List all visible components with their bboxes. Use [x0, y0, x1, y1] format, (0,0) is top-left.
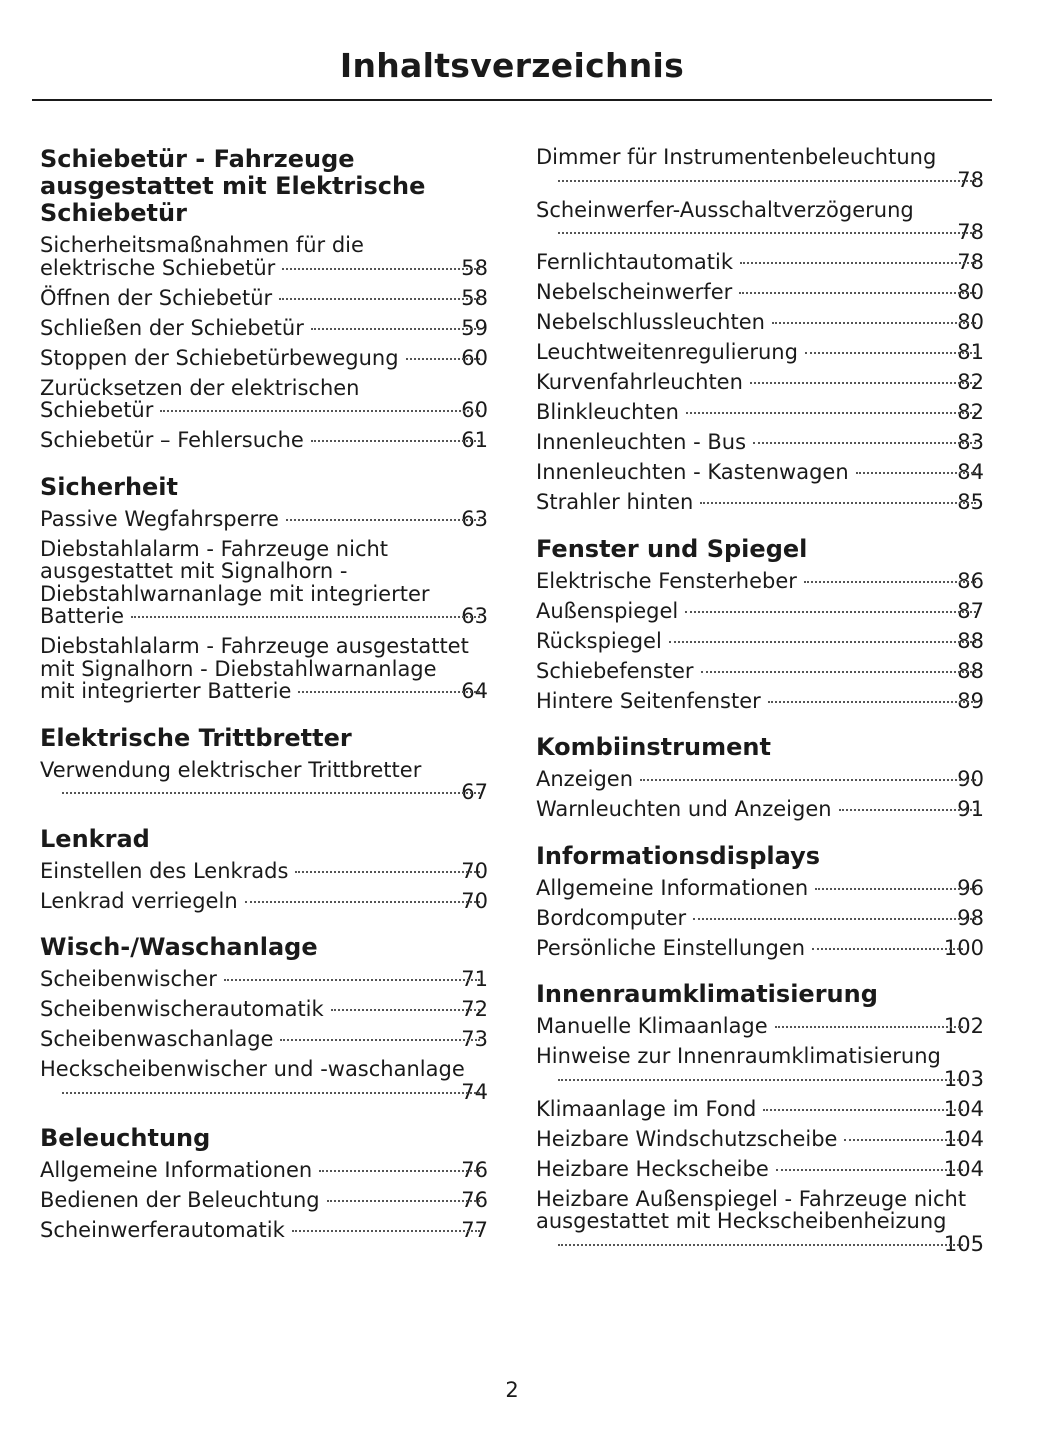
toc-page-number: 70 — [461, 888, 488, 913]
toc-entry[interactable] — [536, 660, 984, 683]
toc-entry-row — [536, 340, 984, 364]
toc-entry-label: Warnleuchten und Anzeigen — [536, 797, 832, 821]
toc-page-number: 91 — [957, 797, 984, 821]
toc-page-number: 84 — [957, 460, 984, 484]
toc-entry-row — [536, 430, 984, 454]
page-title: Inhaltsverzeichnis — [339, 46, 685, 85]
toc-page-number: 58 — [461, 285, 488, 310]
toc-entry-text-line: Zurücksetzen der elektrischen — [40, 375, 360, 400]
toc-entry[interactable] — [40, 968, 488, 991]
toc-page-number: 73 — [461, 1027, 488, 1051]
toc-entry-row — [536, 250, 984, 274]
toc-entry-row — [40, 679, 488, 703]
toc-entry-label: Heizbare Windschutzscheibe — [536, 1126, 838, 1151]
toc-section — [40, 725, 488, 804]
dot-leader — [62, 1092, 480, 1094]
toc-left-column — [40, 146, 488, 1249]
dot-leader — [812, 948, 963, 950]
toc-entry-text-line: mit Signalhorn - Diebstahlwarnanlage — [40, 656, 437, 681]
dot-leader — [740, 262, 976, 264]
toc-page-number: 72 — [461, 997, 488, 1021]
toc-entry-row — [536, 688, 984, 713]
toc-entry-row — [536, 1156, 984, 1181]
dot-leader — [245, 901, 481, 903]
toc-page-number: 76 — [461, 1188, 488, 1212]
section-heading-line: Schiebetür — [40, 199, 187, 227]
toc-entry-row — [536, 310, 984, 334]
toc-entry[interactable] — [40, 538, 488, 628]
toc-page-number: 80 — [957, 280, 984, 304]
toc-entry[interactable] — [536, 1045, 984, 1090]
toc-section — [536, 981, 984, 1255]
toc-page-number: 86 — [957, 568, 984, 593]
dot-leader — [331, 1009, 481, 1011]
section-heading — [536, 843, 984, 870]
toc-section — [536, 843, 984, 960]
toc-entry[interactable] — [536, 877, 984, 900]
section-heading-line: ausgestattet mit Elektrische — [40, 172, 426, 200]
toc-entry-label: Nebelscheinwerfer — [536, 280, 733, 304]
toc-entry-row — [536, 905, 984, 930]
toc-entry-label: Außenspiegel — [536, 598, 679, 623]
toc-entry-text-line: Hinweise zur Innenraumklimatisierung — [536, 1044, 941, 1068]
dot-leader — [739, 292, 976, 294]
dot-leader — [311, 328, 480, 330]
dot-leader — [686, 412, 976, 414]
toc-page-number: 83 — [957, 430, 984, 454]
toc-entry[interactable] — [536, 199, 984, 244]
toc-page-number: 78 — [957, 167, 984, 192]
toc-entry-label: Rückspiegel — [536, 628, 662, 653]
toc-page-number: 78 — [957, 250, 984, 274]
toc-page-number: 71 — [461, 967, 488, 991]
toc-page-number: 105 — [943, 1231, 984, 1256]
section-heading-line: Fenster und Spiegel — [536, 534, 808, 563]
section-heading-line: Wisch-/Waschanlage — [40, 933, 318, 961]
toc-section — [40, 826, 488, 913]
dot-leader — [776, 1169, 963, 1171]
toc-entry-label: Blinkleuchten — [536, 400, 679, 424]
dot-leader — [700, 502, 976, 504]
toc-entry-row — [40, 428, 488, 452]
page-number: 2 — [505, 1378, 519, 1402]
toc-entry-text-line: Sicherheitsmaßnahmen für die — [40, 233, 364, 257]
toc-entry-label: Schiebetür – Fehlersuche — [40, 428, 304, 452]
toc-section — [40, 146, 488, 452]
toc-entry-label: Einstellen des Lenkrads — [40, 858, 289, 883]
toc-entry-row — [40, 398, 488, 422]
toc-entry-row — [536, 658, 984, 683]
dot-leader — [311, 440, 480, 442]
dot-leader — [62, 792, 480, 794]
toc-entry-label: Heizbare Heckscheibe — [536, 1156, 769, 1181]
toc-section — [40, 934, 488, 1103]
toc-entry-label: Elektrische Fensterheber — [536, 568, 797, 593]
toc-page-number: 59 — [461, 315, 488, 340]
toc-entry-text-line: Diebstahlwarnanlage mit integrierter — [40, 581, 430, 606]
toc-page-number: 100 — [943, 935, 984, 960]
toc-entry-row — [40, 255, 488, 280]
toc-entry-text-line: Scheinwerfer-Ausschaltverzögerung — [536, 197, 914, 222]
dot-leader — [753, 442, 976, 444]
toc-entry-label: mit integrierter Batterie — [40, 679, 292, 703]
toc-entry-label: Scheibenwischer — [40, 967, 217, 991]
toc-page-number: 85 — [957, 490, 984, 514]
toc-entry-text-line: Heckscheibenwischer und -waschanlage — [40, 1057, 465, 1081]
toc-entry-row — [40, 315, 488, 340]
dot-leader — [298, 691, 480, 693]
toc-entry-row — [40, 1188, 488, 1212]
toc-page-number: 88 — [957, 658, 984, 683]
toc-section — [536, 734, 984, 821]
toc-entry-label: Persönliche Einstellungen — [536, 935, 806, 960]
toc-entry-row — [536, 280, 984, 304]
toc-right-column — [536, 146, 984, 1263]
toc-entry-row — [536, 1014, 984, 1038]
dot-leader — [406, 358, 481, 360]
toc-entry-row — [536, 598, 984, 623]
dot-leader — [292, 1230, 481, 1232]
toc-page-number: 63 — [461, 604, 488, 628]
toc-section — [536, 536, 984, 713]
toc-page-number: 88 — [957, 628, 984, 653]
dot-leader — [279, 298, 480, 300]
toc-entry[interactable] — [536, 281, 984, 304]
toc-entry-row — [558, 1068, 984, 1091]
toc-entry[interactable] — [536, 1015, 984, 1038]
section-heading-line: Informationsdisplays — [536, 841, 821, 870]
toc-page-number: 104 — [943, 1096, 984, 1121]
toc-page-number: 81 — [957, 340, 984, 364]
toc-entry[interactable] — [536, 630, 984, 653]
dot-leader — [669, 641, 976, 643]
toc-page-number: 60 — [461, 345, 488, 370]
toc-entry[interactable] — [536, 431, 984, 454]
section-heading-line: Innenraumklimatisierung — [536, 980, 878, 1008]
toc-entry[interactable] — [536, 311, 984, 334]
toc-entry[interactable] — [40, 508, 488, 531]
dot-leader — [558, 180, 976, 182]
toc-entry[interactable] — [40, 1219, 488, 1242]
toc-entry-row — [558, 169, 984, 192]
toc-entry[interactable] — [40, 429, 488, 452]
toc-entry-text-line: Diebstahlalarm - Fahrzeuge ausgestattet — [40, 634, 469, 658]
section-heading — [40, 146, 488, 227]
toc-entry-row — [40, 506, 488, 531]
toc-entry-text-line: Dimmer für Instrumentenbeleuchtung — [536, 145, 937, 169]
toc-entry-row — [62, 781, 488, 804]
toc-entry-row — [40, 1027, 488, 1051]
section-heading — [536, 734, 984, 761]
toc-entry[interactable] — [40, 1159, 488, 1182]
section-heading-line: Beleuchtung — [40, 1124, 211, 1152]
toc-section — [40, 1125, 488, 1242]
section-heading — [40, 934, 488, 961]
toc-page-number: 58 — [461, 255, 488, 280]
section-heading — [536, 536, 984, 563]
toc-entry[interactable] — [536, 570, 984, 593]
toc-page-number: 104 — [943, 1156, 984, 1181]
toc-entry[interactable] — [40, 860, 488, 883]
dot-leader — [327, 1200, 481, 1202]
section-heading — [536, 981, 984, 1008]
toc-entry-label: Batterie — [40, 604, 125, 628]
toc-entry-label: Stoppen der Schiebetürbewegung — [40, 345, 399, 370]
toc-entry-label: Bedienen der Beleuchtung — [40, 1188, 320, 1212]
toc-entry-label: Allgemeine Informationen — [40, 1158, 313, 1182]
toc-entry-label: Klimaanlage im Fond — [536, 1096, 757, 1121]
dot-leader — [558, 1079, 963, 1081]
toc-entry[interactable] — [40, 635, 488, 703]
dot-leader — [295, 871, 480, 873]
toc-entry-row — [536, 568, 984, 593]
toc-entry[interactable] — [40, 1058, 488, 1103]
toc-entry-label: Schiebetür — [40, 398, 154, 422]
toc-entry[interactable] — [40, 234, 488, 279]
toc-entry-label: Fernlichtautomatik — [536, 250, 733, 274]
toc-entry-row — [536, 797, 984, 821]
toc-page-number: 89 — [957, 688, 984, 713]
toc-page-number: 60 — [461, 398, 488, 422]
toc-entry-text-line: ausgestattet mit Heckscheibenheizung — [536, 1209, 947, 1233]
toc-entry[interactable] — [536, 491, 984, 514]
toc-section — [536, 146, 984, 514]
toc-entry-row — [536, 767, 984, 791]
toc-entry-text-line: ausgestattet mit Signalhorn - — [40, 559, 348, 583]
toc-entry-label: Scheinwerferautomatik — [40, 1218, 285, 1242]
toc-page-number: 90 — [957, 767, 984, 791]
toc-entry[interactable] — [536, 1128, 984, 1151]
toc-entry[interactable] — [536, 907, 984, 930]
toc-entry-label: Strahler hinten — [536, 490, 694, 514]
toc-page-number: 78 — [957, 220, 984, 244]
toc-page-number: 82 — [957, 400, 984, 424]
toc-page-number: 67 — [461, 780, 488, 804]
dot-leader — [640, 779, 976, 781]
dot-leader — [160, 410, 480, 412]
section-heading-line: Kombiinstrument — [536, 733, 771, 761]
toc-page-number: 63 — [461, 506, 488, 531]
toc-entry[interactable] — [536, 1188, 984, 1256]
toc-entry-row — [40, 997, 488, 1021]
toc-entry-row — [536, 370, 984, 394]
toc-entry[interactable] — [40, 998, 488, 1021]
title-divider — [32, 99, 992, 101]
toc-entry-row — [40, 1158, 488, 1182]
dot-leader — [131, 616, 480, 618]
toc-entry[interactable] — [536, 1158, 984, 1181]
toc-entry[interactable] — [536, 401, 984, 424]
toc-entry-label: Hintere Seitenfenster — [536, 688, 761, 713]
toc-entry-row — [536, 400, 984, 424]
dot-leader — [280, 1039, 480, 1041]
toc-entry-label: Manuelle Klimaanlage — [536, 1014, 768, 1038]
toc-entry-label: Anzeigen — [536, 767, 634, 791]
toc-entry-row — [40, 345, 488, 370]
toc-page-number: 102 — [943, 1014, 984, 1038]
toc-page-number: 74 — [461, 1079, 488, 1104]
section-heading — [40, 826, 488, 853]
toc-page-number: 104 — [943, 1126, 984, 1151]
toc-entry-row — [558, 221, 984, 244]
toc-entry-label: Bordcomputer — [536, 905, 687, 930]
toc-entry[interactable] — [40, 890, 488, 913]
toc-entry[interactable] — [40, 1189, 488, 1212]
toc-entry[interactable] — [40, 759, 488, 804]
toc-entry-row — [536, 1126, 984, 1151]
dot-leader — [856, 472, 977, 474]
toc-entry[interactable] — [536, 146, 984, 191]
toc-page-number: 77 — [461, 1218, 488, 1242]
toc-page-number: 70 — [461, 858, 488, 883]
toc-entry-row — [536, 628, 984, 653]
section-heading-line: Schiebetür - Fahrzeuge — [40, 145, 355, 173]
dot-leader — [768, 701, 977, 703]
dot-leader — [558, 1244, 963, 1246]
toc-entry-row — [536, 875, 984, 900]
toc-entry-label: Passive Wegfahrsperre — [40, 506, 279, 531]
toc-entry-row — [40, 604, 488, 628]
toc-entry-label: Schiebefenster — [536, 658, 694, 683]
toc-entry[interactable] — [40, 377, 488, 422]
toc-entry[interactable] — [536, 341, 984, 364]
toc-entry[interactable] — [40, 347, 488, 370]
toc-entry[interactable] — [40, 1028, 488, 1051]
toc-entry-label: Leuchtweitenregulierung — [536, 340, 798, 364]
toc-entry-label: Innenleuchten - Bus — [536, 430, 747, 454]
dot-leader — [775, 1026, 963, 1028]
toc-entry-row — [40, 967, 488, 991]
toc-page-number: 82 — [957, 370, 984, 394]
toc-entry[interactable] — [536, 768, 984, 791]
toc-page-number: 96 — [957, 875, 984, 900]
toc-entry-text-line: Diebstahlalarm - Fahrzeuge nicht — [40, 536, 389, 561]
toc-entry-row — [40, 858, 488, 883]
dot-leader — [701, 671, 977, 673]
dot-leader — [558, 232, 976, 234]
toc-page-number: 61 — [461, 428, 488, 452]
toc-entry[interactable] — [536, 937, 984, 960]
toc-entry[interactable] — [536, 600, 984, 623]
toc-page-number: 98 — [957, 905, 984, 930]
dot-leader — [772, 322, 976, 324]
toc-entry-label: Allgemeine Informationen — [536, 875, 809, 900]
dot-leader — [282, 268, 480, 270]
toc-entry-row — [40, 285, 488, 310]
dot-leader — [805, 352, 976, 354]
toc-entry[interactable] — [536, 690, 984, 713]
toc-entry-label: Scheibenwaschanlage — [40, 1027, 274, 1051]
dot-leader — [844, 1139, 962, 1141]
toc-entry-label: Öffnen der Schiebetür — [40, 285, 273, 310]
toc-entry-row — [62, 1081, 488, 1104]
toc-entry[interactable] — [536, 251, 984, 274]
toc-entry-row — [536, 460, 984, 484]
section-heading-line: Lenkrad — [40, 824, 150, 853]
toc-entry-row — [40, 888, 488, 913]
toc-entry-label: Nebelschlussleuchten — [536, 310, 765, 334]
toc-page-number: 80 — [957, 310, 984, 334]
section-heading-line: Sicherheit — [40, 472, 178, 501]
toc-page-number: 76 — [461, 1158, 488, 1182]
section-heading — [40, 474, 488, 501]
dot-leader — [685, 611, 976, 613]
toc-entry[interactable] — [536, 1098, 984, 1121]
toc-entry-label: Innenleuchten - Kastenwagen — [536, 460, 849, 484]
toc-entry[interactable] — [40, 317, 488, 340]
toc-entry-label: Scheibenwischerautomatik — [40, 997, 324, 1021]
toc-entry[interactable] — [536, 371, 984, 394]
toc-entry-row — [536, 1096, 984, 1121]
toc-page-number: 87 — [957, 598, 984, 623]
toc-entry-row — [536, 490, 984, 514]
dot-leader — [224, 979, 480, 981]
toc-entry-row — [40, 1218, 488, 1242]
toc-section — [40, 474, 488, 703]
section-heading — [40, 1125, 488, 1152]
toc-entry[interactable] — [536, 798, 984, 821]
dot-leader — [763, 1109, 963, 1111]
toc-page-number: 103 — [943, 1066, 984, 1091]
toc-entry-label: Kurvenfahrleuchten — [536, 370, 743, 394]
dot-leader — [839, 809, 977, 811]
dot-leader — [815, 888, 976, 890]
toc-entry-row — [536, 935, 984, 960]
section-heading-line: Elektrische Trittbretter — [40, 723, 352, 752]
dot-leader — [319, 1170, 480, 1172]
toc-entry-text-line: Verwendung elektrischer Trittbretter — [40, 757, 422, 782]
dot-leader — [804, 581, 976, 583]
toc-entry-label: Lenkrad verriegeln — [40, 888, 238, 913]
dot-leader — [693, 918, 976, 920]
section-heading — [40, 725, 488, 752]
toc-entry-row — [558, 1233, 984, 1256]
dot-leader — [750, 382, 976, 384]
toc-entry-label: elektrische Schiebetür — [40, 255, 276, 280]
toc-entry[interactable] — [536, 461, 984, 484]
dot-leader — [286, 519, 480, 521]
toc-entry[interactable] — [40, 287, 488, 310]
toc-entry-text-line: Heizbare Außenspiegel - Fahrzeuge nicht — [536, 1186, 967, 1211]
toc-entry-label: Schließen der Schiebetür — [40, 315, 304, 340]
toc-page-number: 64 — [461, 679, 488, 703]
